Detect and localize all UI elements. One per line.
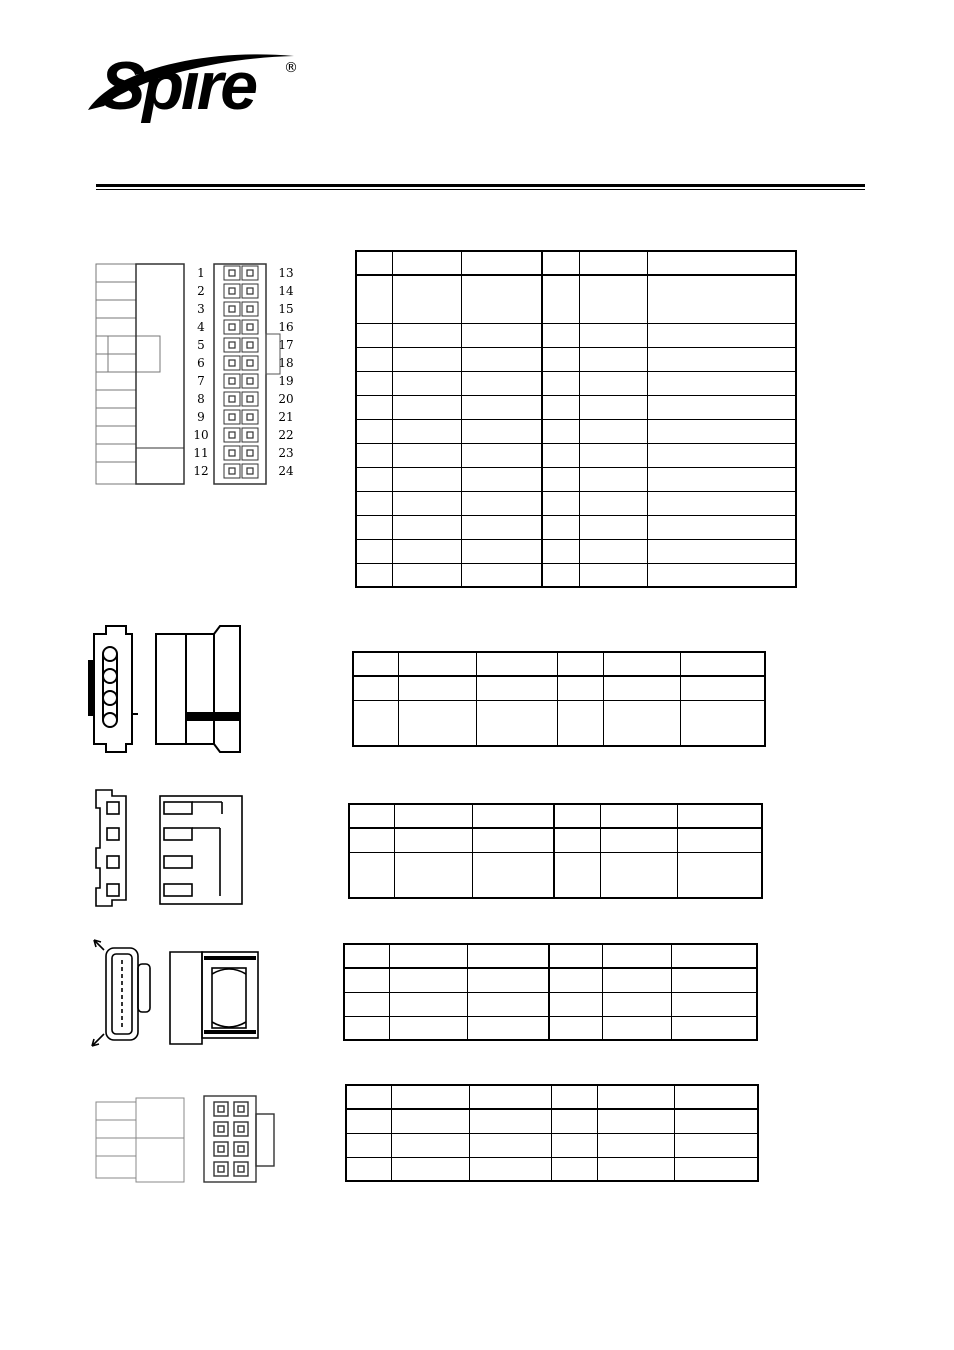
pin-number-14: 14 (278, 284, 294, 298)
pin-number-6: 6 (197, 356, 205, 370)
table-row (356, 419, 796, 443)
pin-number-23: 23 (278, 446, 294, 460)
table-row (344, 1016, 757, 1040)
table-row (349, 804, 762, 828)
pin-number-5: 5 (197, 338, 205, 352)
table-row (356, 491, 796, 515)
pin-number-11: 11 (193, 446, 209, 460)
logo-wordmark: Spire (100, 48, 256, 124)
pin-number-21: 21 (278, 410, 294, 424)
floppy-table (348, 803, 763, 899)
pin-number-3: 3 (197, 302, 205, 316)
table-row (356, 443, 796, 467)
header-rule-thick (96, 184, 865, 187)
header-rule-thin (96, 189, 865, 190)
pin-number-9: 9 (197, 410, 205, 424)
table-row (356, 251, 796, 275)
atx-24pin-table (355, 250, 797, 588)
table-row (353, 676, 765, 700)
table-row (356, 395, 796, 419)
pin-number-4: 4 (197, 320, 205, 334)
pin-number-17: 17 (278, 338, 294, 352)
pin-number-10: 10 (193, 428, 209, 442)
pin-number-7: 7 (197, 374, 205, 388)
table-row (344, 968, 757, 992)
table-row (346, 1109, 758, 1133)
pin-number-19: 19 (278, 374, 294, 388)
table-row (344, 992, 757, 1016)
table-row (356, 323, 796, 347)
table-row (349, 828, 762, 852)
table-row (349, 852, 762, 898)
table-row (356, 539, 796, 563)
table-row (346, 1157, 758, 1181)
table-row (356, 371, 796, 395)
table-row (356, 347, 796, 371)
table-row (344, 944, 757, 968)
pin-number-20: 20 (278, 392, 294, 406)
table-row (356, 563, 796, 587)
pin-number-15: 15 (278, 302, 294, 316)
spire-logo (84, 40, 304, 132)
pin-number-1: 1 (197, 266, 205, 280)
sata-power-table (343, 943, 758, 1041)
table-row (346, 1085, 758, 1109)
pin-number-12: 12 (193, 464, 209, 478)
table-row (353, 700, 765, 746)
eps-8pin-table (345, 1084, 759, 1182)
pin-number-22: 22 (278, 428, 294, 442)
pin-number-24: 24 (278, 464, 294, 478)
eps-8pin-connector-diagram (94, 1092, 280, 1186)
table-row (346, 1133, 758, 1157)
pin-number-16: 16 (278, 320, 294, 334)
pin-number-18: 18 (278, 356, 294, 370)
floppy-connector-diagram (92, 788, 248, 910)
registered-mark: ® (284, 60, 298, 76)
molex-peripheral-table (352, 651, 766, 747)
table-row (356, 515, 796, 539)
molex-peripheral-connector-diagram (86, 624, 246, 756)
pin-number-13: 13 (278, 266, 294, 280)
atx-24pin-connector-diagram (94, 262, 304, 488)
table-row (356, 275, 796, 323)
pin-number-2: 2 (197, 284, 205, 298)
sata-power-connector-diagram (86, 938, 262, 1050)
pin-number-8: 8 (197, 392, 205, 406)
table-row (353, 652, 765, 676)
table-row (356, 467, 796, 491)
